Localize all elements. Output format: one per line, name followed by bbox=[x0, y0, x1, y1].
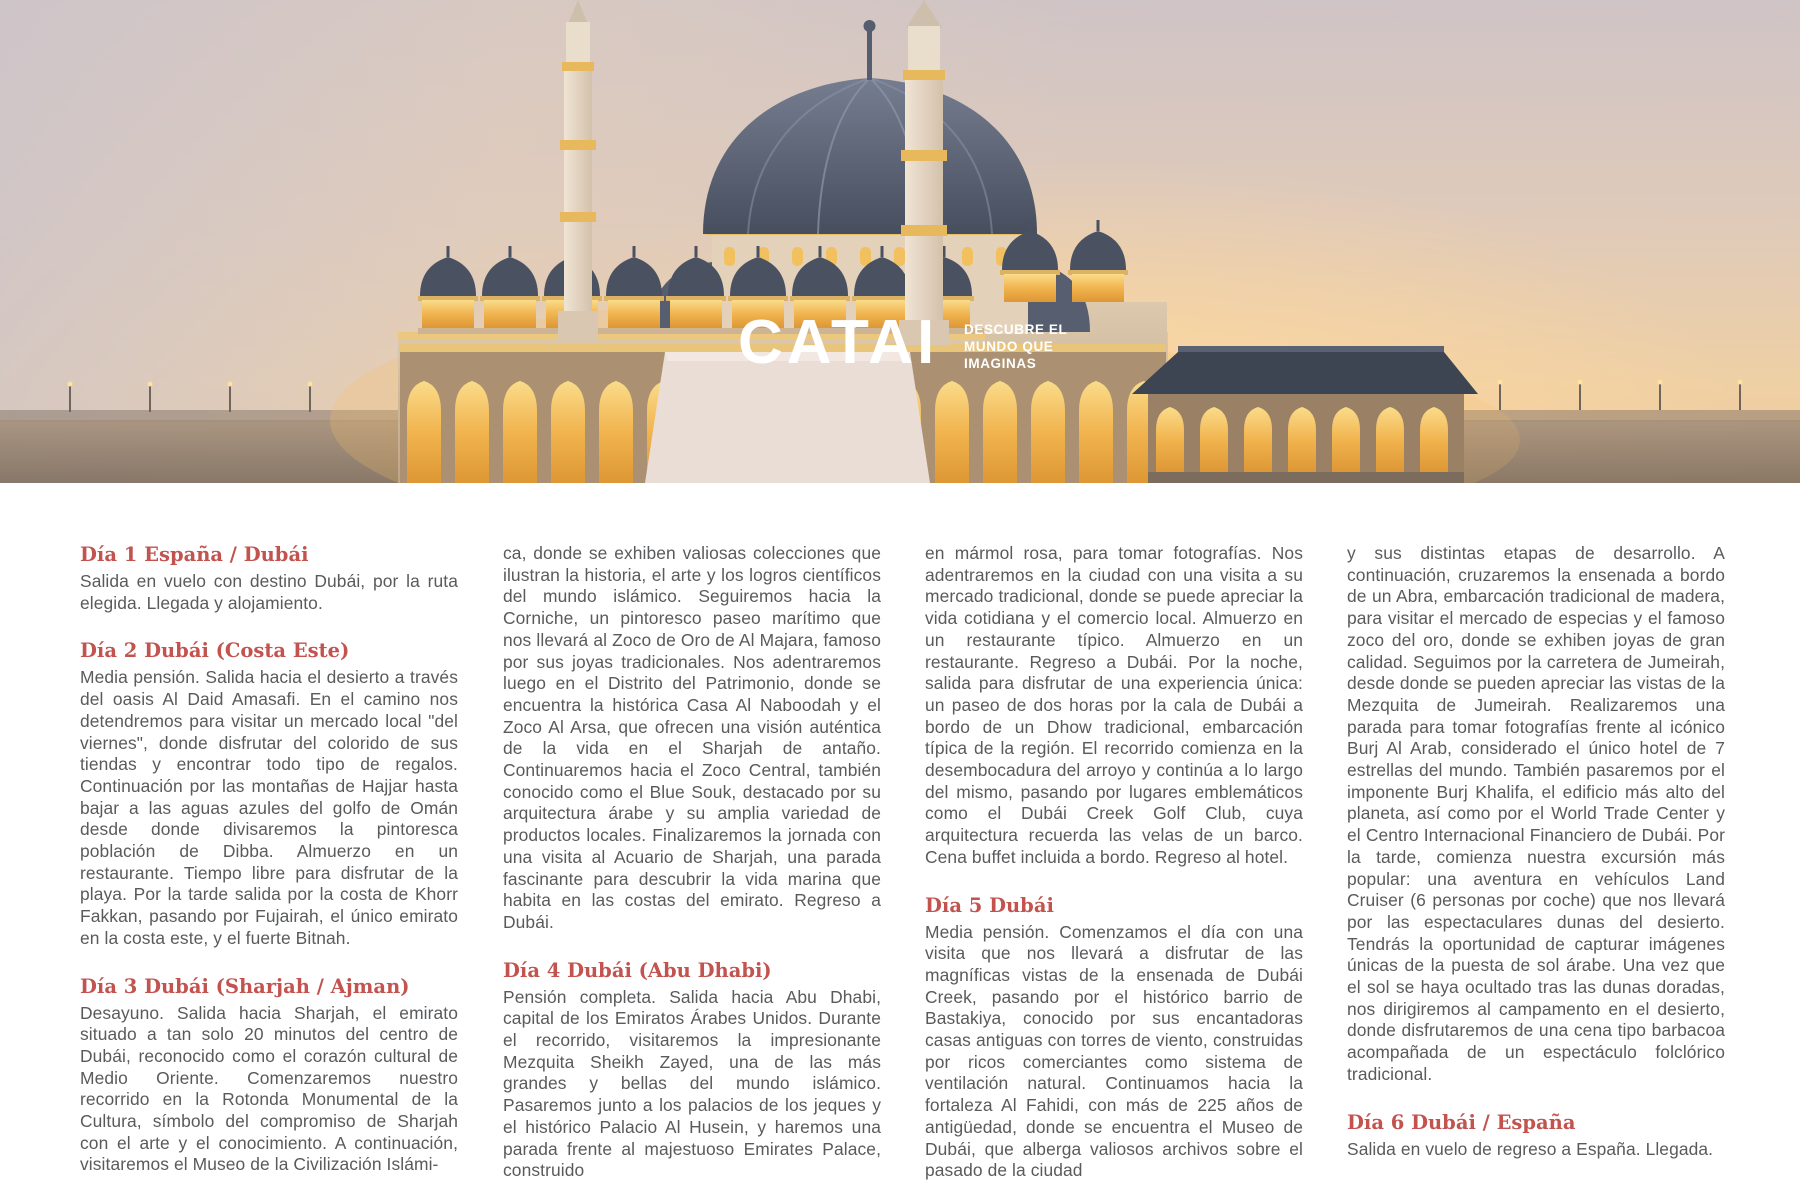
mosque-photo-illustration bbox=[0, 0, 1800, 483]
day-heading: Día 5 Dubái bbox=[925, 893, 1054, 917]
catai-logo: CATAI bbox=[738, 308, 939, 377]
minaret-left bbox=[558, 0, 598, 341]
tagline-line: MUNDO QUE bbox=[964, 339, 1054, 354]
day-heading: Día 4 Dubái (Abu Dhabi) bbox=[503, 958, 772, 982]
tagline-line: DESCUBRE EL bbox=[964, 322, 1068, 337]
day-paragraph: Media pensión. Comenzamos el día con una visita que nos llevará a disfrutar de las magníficas vistas de la ensenada de Dubái Creek, pasando por el histórico barrio de Bastakiya, conocido por sus encantadoras casas antiguas con torres de viento, construidas por ricos comerciantes como sistema de ventilación natural. Continuamos hacia la fortaleza Al Fahidi, con más de 225 años de antigüedad, donde se encuentra el Museo de Dubái, que alberga valiosos archivos sobre el pasado de la ciudad bbox=[925, 921, 1303, 1181]
day-paragraph: y sus distintas etapas de desarrollo. A continuación, cruzaremos la ensenada a bordo de un Abra, embarcación tradicional de madera, para visitar el mercado de especias y el famoso zoco del oro, donde se exhiben joyas de gran calidad. Seguimos por la carretera de Jumeirah, desde donde se pueden apreciar las vistas de la Mezquita de Jumeirah. Realizaremos una parada para tomar fotografías frente al icónico Burj Al Arab, considerado el único hotel de 7 estrellas del mundo. También pasaremos por el imponente Burj Khalifa, el edificio más alto del planeta, así como por el World Trade Center y el Centro Internacional Financiero de Dubái. Por la tarde, comienza nuestra excursión más popular: una aventura en vehículos Land Cruiser (6 personas por coche) que nos llevará por las espectaculares dunas del desierto. Tendrás la oportunidad de capturar imágenes únicas de la puesta de sol árabe. Una vez que el sol se haya ocultado tras las dunas doradas, nos dirigiremos al campamento en el desierto, donde disfrutaremos de una cena tipo barbacoa acompañada de un espectáculo folclórico tradicional. bbox=[1347, 543, 1725, 1084]
day-paragraph: Salida en vuelo de regreso a España. Llegada. bbox=[1347, 1138, 1714, 1159]
brand-tagline bbox=[964, 321, 1067, 372]
day-paragraph: Media pensión. Salida hacia el desierto a través del oasis Al Daid Amasafi. En el camino nos detendremos para visitar un mercado local "del viernes", donde disfrutar del colorido de sus tiendas y encontrar todo tipo de regalos. Continuación por las montañas de Hajjar hasta bajar a las aguas azules del golfo de Omán desde donde divisaremos la pintoresca población de Dibba. Almuerzo en un restaurante. Tiempo libre para disfrutar de la playa. Por la tarde salida por la costa de Khorr Fakkan, pasando por Fujairah, el único emirato en la costa este, y el fuerte Bitnah. bbox=[80, 667, 458, 948]
text-column bbox=[80, 543, 458, 1176]
day-paragraph: Salida en vuelo con destino Dubái, por la ruta elegida. Llegada y alojamiento. bbox=[80, 571, 458, 613]
day-paragraph: Desayuno. Salida hacia Sharjah, el emirato situado a tan solo 20 minutos del centro de Dubái, reconocido como el corazón cultural de Medio Oriente. Comenzaremos nuestro recorrido en la Rotonda Monumental de la Cultura, símbolo del compromiso de Sharjah con el arte y el conocimiento. A continuación, visitaremos el Museo de la Civilización Islámi- bbox=[80, 1002, 458, 1175]
right-pavilion bbox=[1132, 346, 1478, 483]
text-column bbox=[925, 543, 1303, 1182]
day-heading: Día 2 Dubái (Costa Este) bbox=[80, 639, 350, 663]
minaret-right bbox=[899, 0, 949, 345]
day-paragraph: Pensión completa. Salida hacia Abu Dhabi, capital de los Emiratos Árabes Unidos. Durante el recorrido, visitaremos la impresionante Mezquita Sheikh Zayed, una de las más grandes y bellas del mundo islámico. Pasaremos junto a los palacios de los jeques y el histórico Palacio Al Husein, y haremos una parada frente al majestuoso Emirates Palace, construido bbox=[503, 986, 881, 1181]
hero-photo bbox=[0, 0, 1800, 483]
day-heading: Día 3 Dubái (Sharjah / Ajman) bbox=[80, 974, 410, 998]
day-heading: Día 6 Dubái / España bbox=[1347, 1110, 1576, 1134]
day-paragraph: ca, donde se exhiben valiosas colecciones que ilustran la historia, el arte y los logros científicos del mundo islámico. Seguiremos hacia la Corniche, un pintoresco paseo marítimo que nos llevará al Zoco de Oro de Al Majara, famoso por sus joyas tradicionales. Nos adentraremos luego en el Distrito del Patrimonio, donde se encuentra la histórica Casa Al Naboodah y el Zoco Al Arsa, que ofrecen una visión auténtica de la vida en el Sharjah de antaño. Continuaremos hacia el Zoco Central, también conocido como el Blue Souk, destacado por su arquitectura árabe y su amplia variedad de productos locales. Finalizaremos la jornada con una visita al Acuario de Sharjah, una parada fascinante para descubrir la vida marina que habita en las costas del emirato. Regreso a Dubái. bbox=[503, 543, 881, 932]
text-column bbox=[1347, 543, 1725, 1160]
day-paragraph: en mármol rosa, para tomar fotografías. Nos adentraremos en la ciudad con una visita a su mercado tradicional, donde se puede apreciar la vida cotidiana y el comercio local. Almuerzo en un restaurante típico. Almuerzo en un restaurante. Regreso a Dubái. Por la noche, salida para disfrutar de una experiencia única: un paseo de dos horas por la cala de Dubái a bordo de un Dhow tradicional, embarcación típica de la región. El recorrido comienza en la desembocadura del arroyo y continúa a lo largo del mismo, pasando por lugares emblemáticos como el Dubái Creek Golf Club, cuya arquitectura recuerda las velas de un barco. Cena buffet incluida a bordo. Regreso al hotel. bbox=[925, 543, 1303, 867]
tagline-line: IMAGINAS bbox=[964, 356, 1037, 371]
text-column bbox=[503, 543, 881, 1182]
day-heading: Día 1 España / Dubái bbox=[80, 543, 309, 566]
